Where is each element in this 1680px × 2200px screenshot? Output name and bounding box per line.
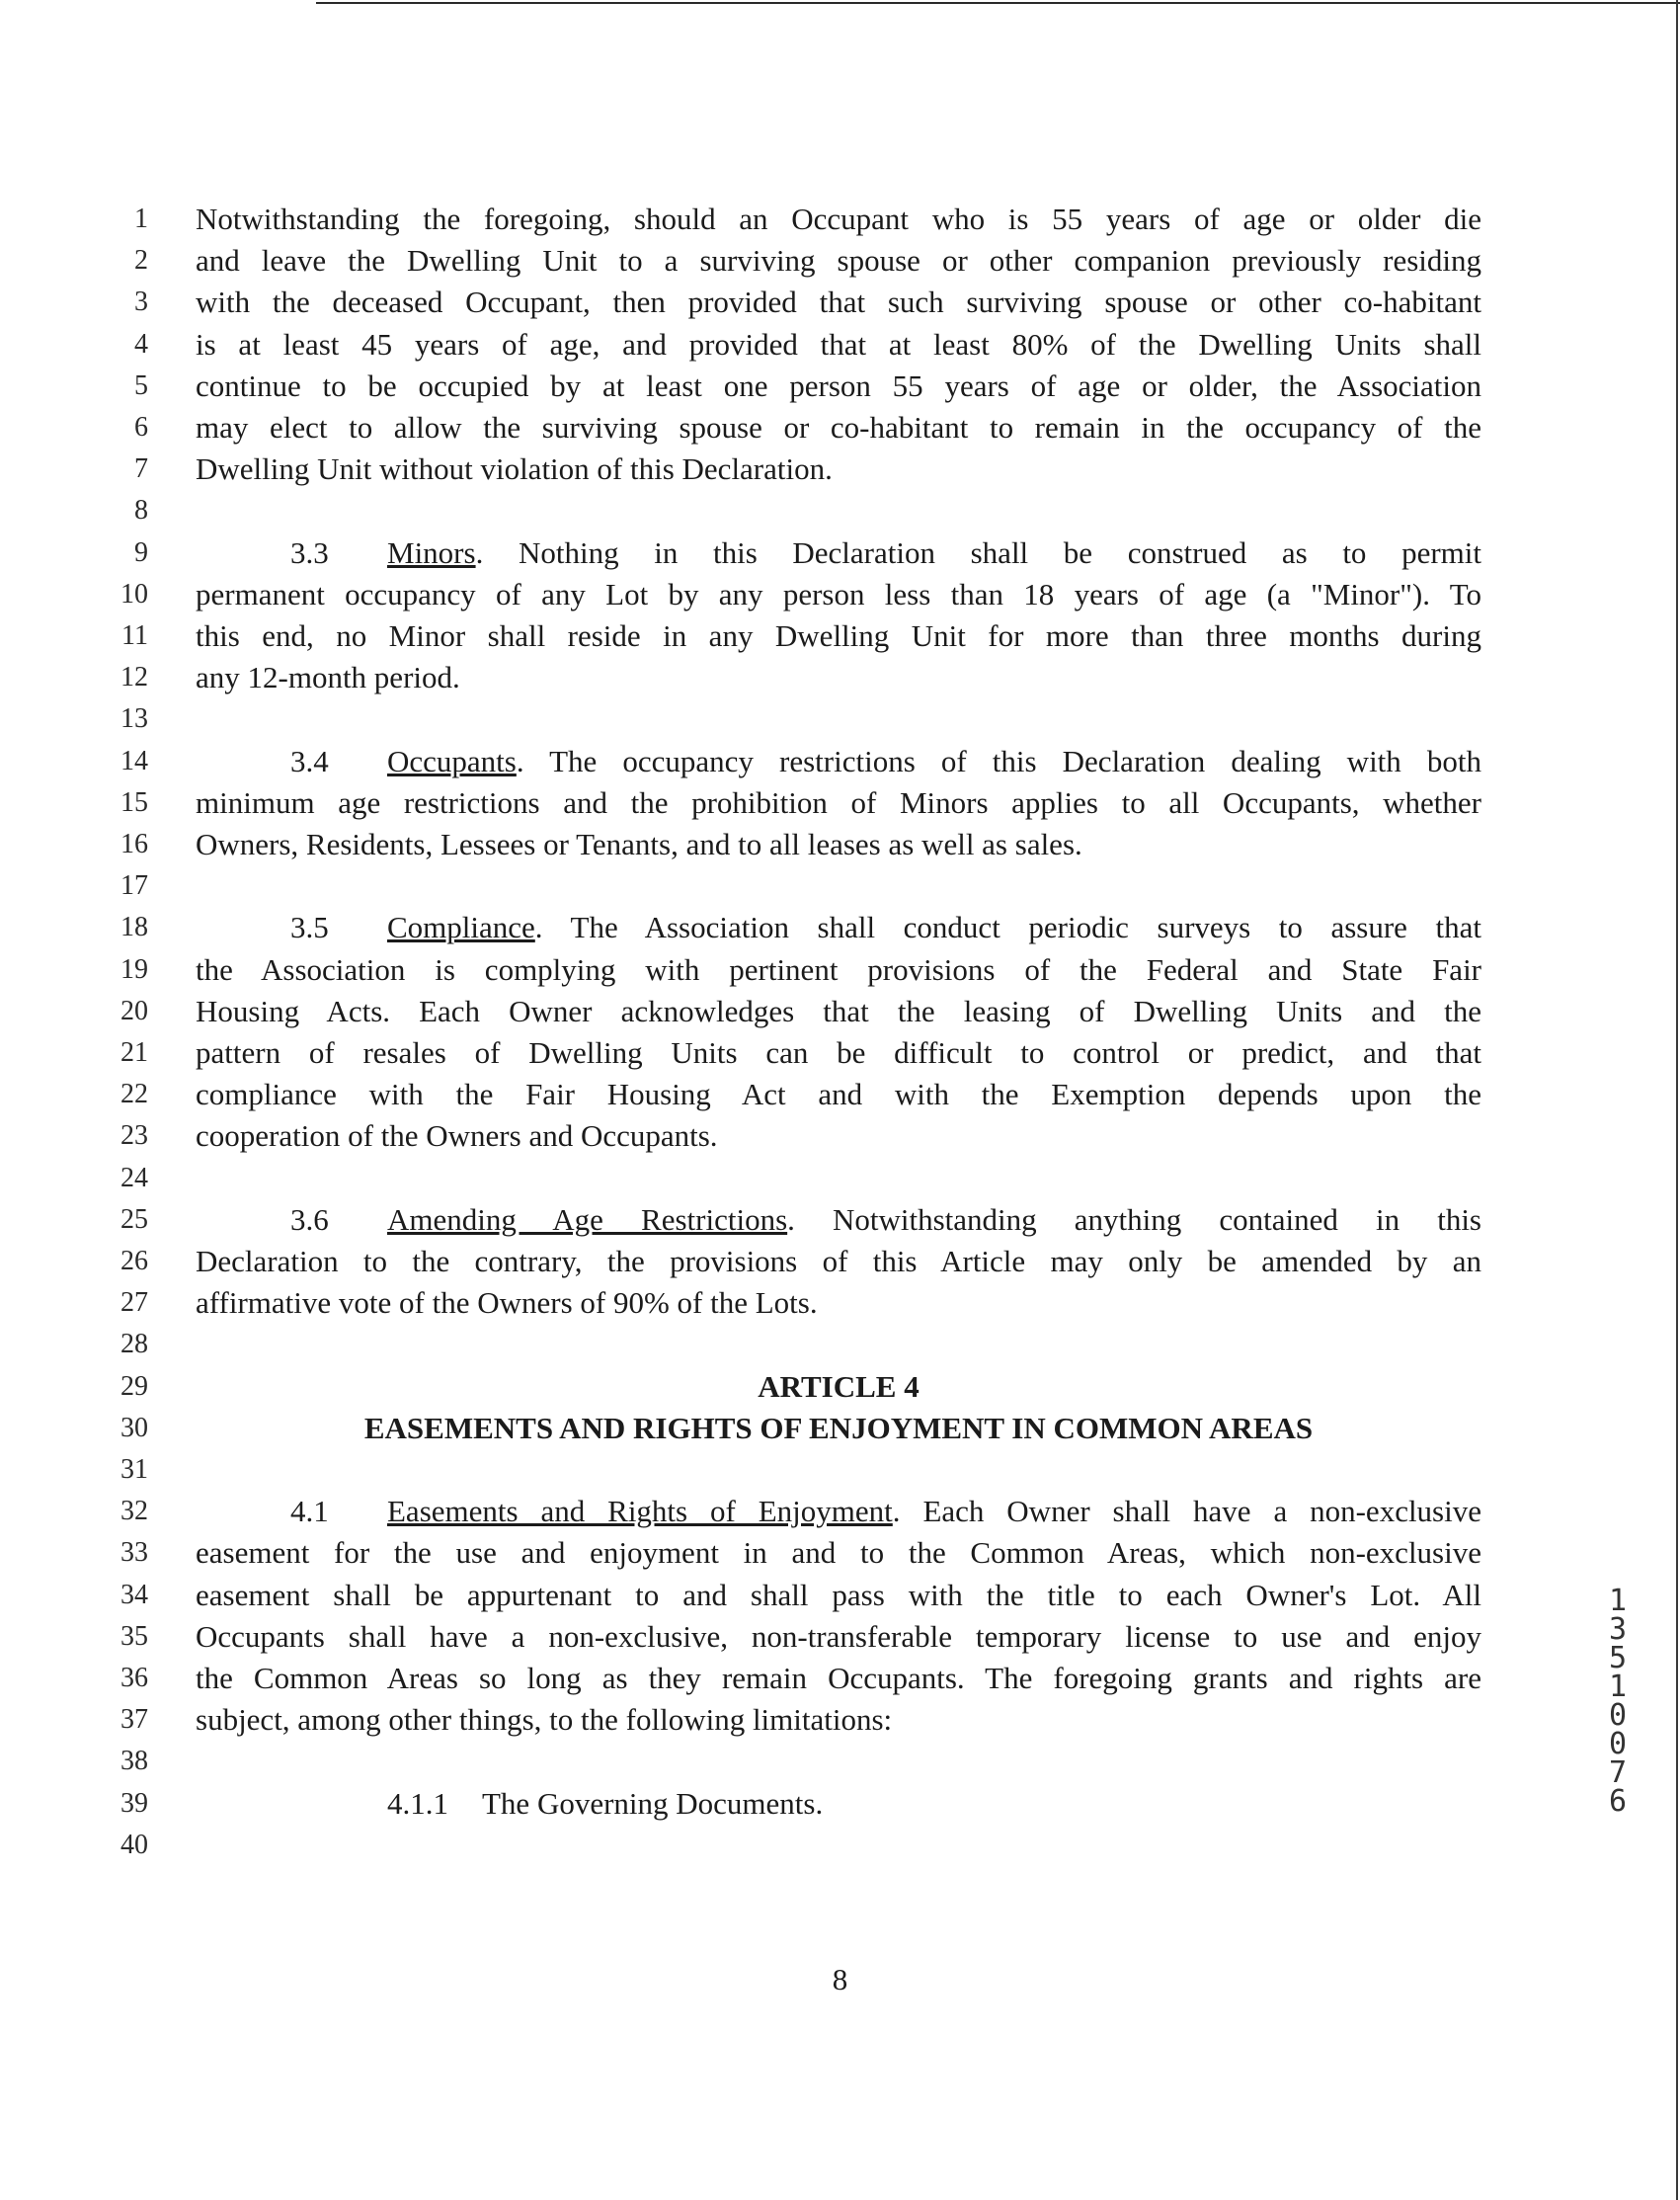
document-line <box>0 741 1680 782</box>
body-text: permanent occupancy of any Lot by any person less than 18 years of age (a "Minor"). To <box>196 576 1481 611</box>
line-number: 24 <box>120 1162 148 1193</box>
stamp-char: 6 <box>1608 1784 1628 1819</box>
body-text: Owners, Residents, Lessees or Tenants, and to all leases as well as sales. <box>196 827 1082 861</box>
body-text: continue to be occupied by at least one person 55 years of age or older, the Association <box>196 367 1481 403</box>
section-text: . Notwithstanding anything contained in this <box>787 1201 1482 1237</box>
document-line <box>0 1449 1680 1491</box>
document-line <box>0 991 1680 1032</box>
body-text: easement shall be appurtenant to and shall pass with the title to each Owner's Lot. All <box>196 1577 1481 1612</box>
body-text: cooperation of the Owners and Occupants. <box>196 1118 718 1154</box>
document-line <box>0 1741 1680 1782</box>
line-number: 23 <box>120 1120 148 1152</box>
document-line <box>0 1324 1680 1365</box>
body-text: Notwithstanding the foregoing, should an Occupant who is 55 years of age or older die <box>196 202 1481 236</box>
line-number: 13 <box>120 703 148 735</box>
document-line <box>0 199 1680 240</box>
section-heading: Occupants <box>387 743 517 778</box>
document-line <box>0 949 1680 991</box>
stamp-char: 0 <box>1608 1727 1628 1761</box>
line-number: 32 <box>120 1496 148 1527</box>
line-number: 5 <box>134 369 148 401</box>
scan-edge-top <box>316 2 1680 4</box>
document-line <box>0 448 1680 490</box>
body-text: any 12-month period. <box>196 660 460 695</box>
section-heading: Compliance <box>387 910 535 945</box>
line-number: 19 <box>120 953 148 985</box>
document-line <box>0 865 1680 907</box>
subsection-line <box>196 1783 1481 1825</box>
line-number: 8 <box>134 495 148 527</box>
document-line <box>0 282 1680 323</box>
document-line <box>0 1199 1680 1241</box>
line-number: 2 <box>134 245 148 277</box>
subsection-number: 4.1.1 <box>387 1785 448 1821</box>
document-line <box>0 240 1680 282</box>
document-line <box>0 1115 1680 1157</box>
section-heading: Minors <box>387 534 476 570</box>
section-number: 4.1 <box>290 1494 329 1529</box>
line-number: 9 <box>134 536 148 568</box>
body-text: minimum age restrictions and the prohibition of Minors applies to all Occupants, whether <box>196 784 1481 820</box>
document-line <box>0 1491 1680 1532</box>
section-number: 3.4 <box>290 743 329 778</box>
line-number: 17 <box>120 870 148 902</box>
subsection-text: The Governing Documents. <box>482 1785 824 1821</box>
document-line <box>0 1575 1680 1616</box>
document-line <box>0 1408 1680 1449</box>
line-number: 16 <box>120 829 148 859</box>
line-number: 37 <box>120 1704 148 1736</box>
line-number: 30 <box>120 1412 148 1443</box>
section-number: 3.6 <box>290 1201 329 1237</box>
document-line <box>0 407 1680 448</box>
document-line <box>0 907 1680 948</box>
stamp-char: 5 <box>1608 1641 1628 1675</box>
line-number: 38 <box>120 1746 148 1777</box>
document-line <box>0 1612 1680 1658</box>
section-first-line <box>196 1199 1481 1241</box>
body-text: Dwelling Unit without violation of this Declaration. <box>196 451 833 487</box>
line-number: 7 <box>134 453 148 485</box>
stamp-char: 1 <box>1608 1670 1628 1704</box>
line-number: 27 <box>120 1287 148 1319</box>
body-text: is at least 45 years of age, and provided that at least 80% of the Dwelling Units shall <box>196 326 1481 362</box>
document-line <box>0 782 1680 824</box>
document-line <box>0 1366 1680 1408</box>
body-text: may elect to allow the surviving spouse or co-habitant to remain in the occupancy of the <box>196 410 1481 445</box>
document-line <box>0 1074 1680 1115</box>
section-number: 3.5 <box>290 910 329 945</box>
section-first-line <box>196 907 1481 948</box>
article-heading: ARTICLE 4 <box>758 1368 920 1404</box>
section-heading: Easements and Rights of Enjoyment <box>387 1494 893 1529</box>
line-number: 33 <box>120 1537 148 1569</box>
section-first-line <box>196 1491 1481 1532</box>
line-number: 28 <box>120 1329 148 1360</box>
body-text: affirmative vote of the Owners of 90% of the Lots. <box>196 1285 818 1321</box>
body-text: the Association is complying with pertinent provisions of the Federal and State Fair <box>196 951 1481 987</box>
document-line <box>0 824 1680 865</box>
line-number: 21 <box>120 1037 148 1068</box>
document-line <box>0 1699 1680 1741</box>
line-number: 36 <box>120 1663 148 1693</box>
section-text: . The occupancy restrictions of this Declaration dealing with both <box>516 743 1481 778</box>
body-text: the Common Areas so long as they remain Occupants. The foregoing grants and rights are <box>196 1661 1481 1695</box>
document-line <box>0 1658 1680 1704</box>
body-text: Declaration to the contrary, the provisions of this Article may only be amended by an <box>196 1244 1481 1278</box>
line-number: 11 <box>121 620 148 651</box>
body-text: Occupants shall have a non-exclusive, non-transferable temporary license to use and enjoy <box>196 1618 1481 1654</box>
line-number: 1 <box>134 204 148 234</box>
document-line <box>0 1032 1680 1074</box>
document-line <box>0 1282 1680 1324</box>
line-number: 12 <box>120 662 148 693</box>
document-line <box>0 1783 1680 1825</box>
line-number: 26 <box>120 1246 148 1276</box>
body-text: easement for the use and enjoyment in and to the Common Areas, which non-exclusive <box>196 1535 1481 1571</box>
section-first-line <box>196 741 1481 782</box>
line-number: 40 <box>120 1829 148 1860</box>
line-number: 20 <box>120 995 148 1026</box>
stamp-char: 0 <box>1608 1698 1628 1733</box>
line-number: 3 <box>134 286 148 318</box>
section-first-line <box>196 532 1481 574</box>
margin-stamp <box>1600 1584 1636 1819</box>
stamp-char: 7 <box>1608 1755 1628 1790</box>
document-line <box>0 657 1680 698</box>
body-text: Housing Acts. Each Owner acknowledges that the leasing of Dwelling Units and the <box>196 993 1481 1028</box>
body-text: subject, among other things, to the following limitations: <box>196 1702 893 1738</box>
document-line <box>0 366 1680 407</box>
section-text: . Nothing in this Declaration shall be construed as to permit <box>475 534 1481 570</box>
section-text: . The Association shall conduct periodic surveys to assure that <box>534 910 1481 945</box>
section-text: . Each Owner shall have a non-exclusive <box>892 1494 1481 1529</box>
line-number: 18 <box>120 912 148 943</box>
body-text: pattern of resales of Dwelling Units can be difficult to control or predict, and that <box>196 1035 1481 1070</box>
body-text: and leave the Dwelling Unit to a surviving spouse or other companion previously residing <box>196 243 1481 279</box>
document-line <box>0 1532 1680 1574</box>
stamp-char: 1 <box>1608 1584 1628 1618</box>
section-number: 3.3 <box>290 534 329 570</box>
line-number: 15 <box>120 786 148 818</box>
document-line <box>0 615 1680 657</box>
section-heading: Amending Age Restrictions <box>387 1201 788 1237</box>
line-number: 39 <box>120 1787 148 1819</box>
document-line <box>0 1158 1680 1199</box>
body-text: compliance with the Fair Housing Act and with the Exemption depends upon the <box>196 1077 1481 1112</box>
document-line <box>0 1241 1680 1282</box>
stamp-char: 3 <box>1608 1612 1628 1647</box>
line-number: 22 <box>120 1079 148 1110</box>
article-heading: EASEMENTS AND RIGHTS OF ENJOYMENT IN COMMON AREAS <box>363 1410 1314 1445</box>
document-line <box>0 532 1680 574</box>
line-number: 10 <box>120 578 148 610</box>
line-number: 6 <box>134 412 148 443</box>
document-line <box>0 1825 1680 1866</box>
body-text: with the deceased Occupant, then provided that such surviving spouse or other co-habitant <box>196 285 1481 320</box>
line-number: 29 <box>120 1370 148 1402</box>
line-number: 31 <box>120 1454 148 1485</box>
line-number: 34 <box>120 1579 148 1610</box>
document-line <box>0 490 1680 531</box>
line-number: 14 <box>120 745 148 776</box>
line-number: 4 <box>134 328 148 360</box>
line-number: 25 <box>120 1203 148 1235</box>
body-text: this end, no Minor shall reside in any Dwelling Unit for more than three months during <box>196 618 1481 653</box>
document-line <box>0 324 1680 366</box>
page-number: 8 <box>832 1962 848 1996</box>
line-number: 35 <box>120 1620 148 1652</box>
document-line <box>0 574 1680 615</box>
document-line <box>0 698 1680 740</box>
